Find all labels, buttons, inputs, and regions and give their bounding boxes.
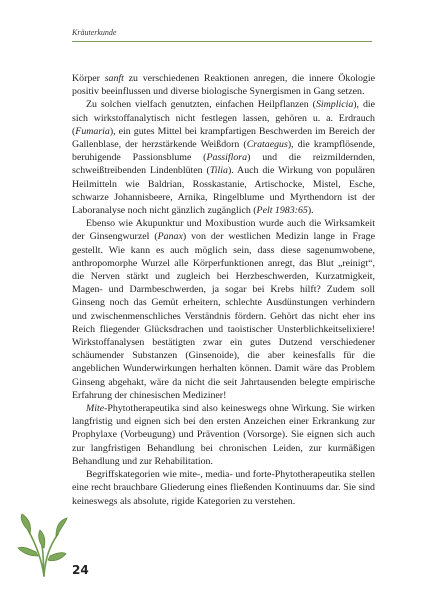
italic-term: Pelt 1983:65 [256,205,308,217]
paragraph-2 [72,98,375,217]
text-run: ), die krampflösende, beruhigende Passionsblume ( [72,139,375,164]
text-run: -Phytotherapeutika sind also keineswegs ohne Wirkung. Sie wirken langfristig und eignen sich bei den ersten Anzeichen einer Erkrankung zur Prophylaxe (Vorbeugung) und Prävention (Vorsorge). Sie eignen sich auch zur langfristigen Behandlung bei chronischen Leiden, zur kurmäßigen Behandlung und zur Rehabilitation. [72,403,375,467]
header-rule [72,41,372,42]
text-run: ) von der westlichen Medizin lange in Frage gestellt. Wie kann es auch möglich sein, dass diese sagenumwobene, anthropomorphe Wurzel alle Körperfunktionen anregt, das Blut „reinigt“, die Nerven stärkt und zugleich bei Herzbeschwerden, Kurzatmigkeit, Magen- und Darmbeschwerden, ja sogar bei Krebs hilft? Zudem soll Ginseng noch das Gemüt erheitern, schlechte Ausdünstungen verhindern und zwischenmenschliches Verständnis fördern. Gehört das nicht eher ins Reich fliegender Glücksdrachen und taoistischer Unsterblichkeitselixiere! Wirkstoffanalysen bestätigten zwar ein gutes Dutzend verschiedener schäumender Substanzen (Ginsenoide), die aber keinesfalls für die angeblichen Wunderwirkungen herhalten können. Damit wäre das Problem Ginseng abgehakt, wäre da nicht die seit Jahrtausenden belegte empirische Erfahrung der chinesischen Mediziner! [72,231,375,401]
paragraph-4 [72,402,375,468]
plant-sprig-icon [14,512,68,578]
running-header: Kräuterkunde [72,28,117,37]
paragraph-5 [72,468,375,508]
text-run: zu verschiedenen Reaktionen anregen, die innere Ökologie positiv beeinflussen und diverse biologische Synergismen in Gang setzen. [72,73,375,98]
paragraph-3 [72,217,375,402]
body-text [72,72,375,508]
text-run: ), ein gutes Mittel bei krampfartigen Beschwerden im Bereich der Gallenblase, der herzstärkende Weißdorn ( [72,125,375,151]
text-run: ) und die reizmildernden, schweißtreibenden Lindenblüten ( [72,152,375,177]
italic-term: Mite [86,403,105,415]
italic-term: Crataegus [246,139,288,151]
italic-term: Simplicia [315,99,354,111]
text-run: ), die sich wirkstoffanalytisch nicht festlegen lassen, gehören u. a. Erdrauch ( [72,99,376,137]
text-run: Begriffskategorien wie mite-, media- und forte-Phytotherapeutika stellen eine recht brauchbare Gliederung eines fließenden Kontinuums dar. Sie sind keineswegs als absolute, rigide Kategorien zu verstehen. [72,469,375,507]
italic-term: Panax [157,231,183,243]
text-run: Zu solchen vielfach genutzten, einfachen Heilpflanzen ( [86,99,316,111]
page-number: 24 [72,563,89,577]
text-run: Ebenso wie Akupunktur und Moxibustion wurde auch die Wirksamkeit der Ginsengwurzel ( [72,218,375,243]
italic-term: Tilia [209,165,228,177]
text-run: ). Auch die Wirkung von populären Heilmitteln wie Baldrian, Rosskastanie, Artischocke, Mistel, Esche, schwarze Johannisbeere, Arnika, Ringelblume und Myrthendorn ist der Laboranalyse noch nicht gänzlich zugänglich ( [72,165,375,217]
italic-term: Fumaria [75,125,110,137]
text-run: ). [307,205,314,217]
italic-term: Passiflora [206,152,248,164]
paragraph-1 [72,72,375,98]
italic-term: sanft [104,73,124,84]
text-run: Körper [72,73,105,84]
